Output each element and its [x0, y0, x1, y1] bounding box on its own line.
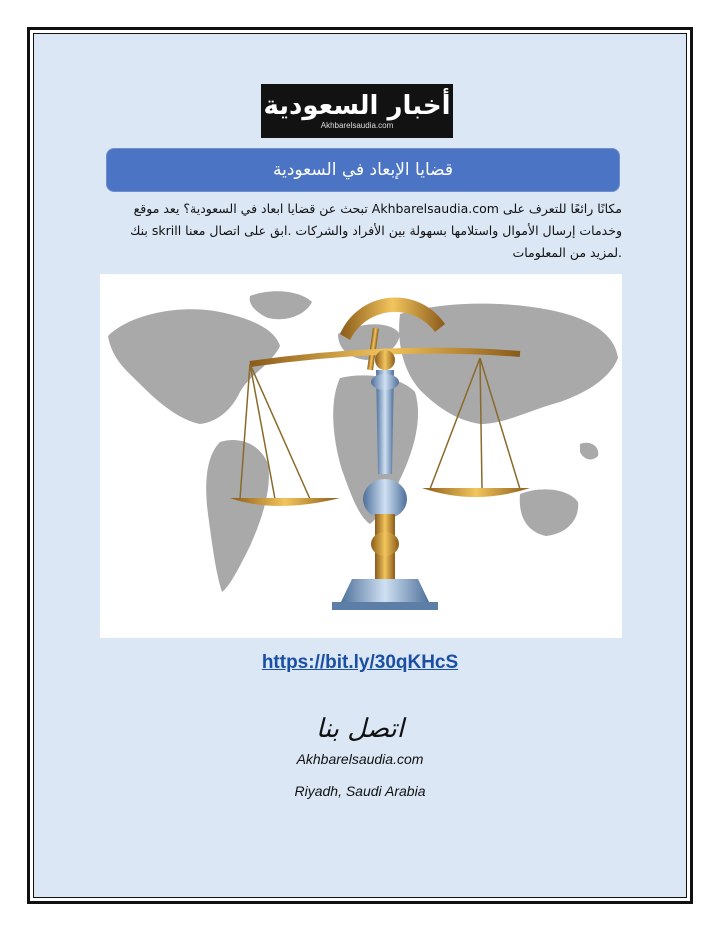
world-map: [108, 291, 618, 592]
site-logo[interactable]: [261, 84, 453, 138]
paragraph-line-2: وخدمات إرسال الأموال واستلامها بسهولة بين الأفراد والشركات .ابق على اتصال معنا skrill بنك: [130, 223, 622, 238]
logo-site-text: Akhbarelsaudia.com: [320, 121, 394, 130]
paragraph-line-1: مكانًا رائعًا للتعرف على Akhbarelsaudia.com تبحث عن قضايا ابعاد في السعودية؟ يعد موقع: [133, 201, 622, 216]
contact-website[interactable]: Akhbarelsaudia.com: [296, 751, 424, 767]
title-banner: [106, 148, 620, 192]
banner-title: قضايا الإبعاد في السعودية: [272, 160, 454, 180]
justice-scale-world-map-image: [100, 274, 622, 638]
intro-paragraph: [100, 198, 622, 264]
logo-arabic-text: أخبار السعودية: [263, 91, 451, 121]
contact-us-heading: اتصل بنا: [316, 714, 404, 744]
paragraph-line-3: .لمزيد من المعلومات: [512, 245, 622, 260]
short-link[interactable]: https://bit.ly/30qKHcS: [261, 652, 459, 673]
contact-location: Riyadh, Saudi Arabia: [294, 783, 426, 799]
scale-illustration: [100, 274, 622, 638]
